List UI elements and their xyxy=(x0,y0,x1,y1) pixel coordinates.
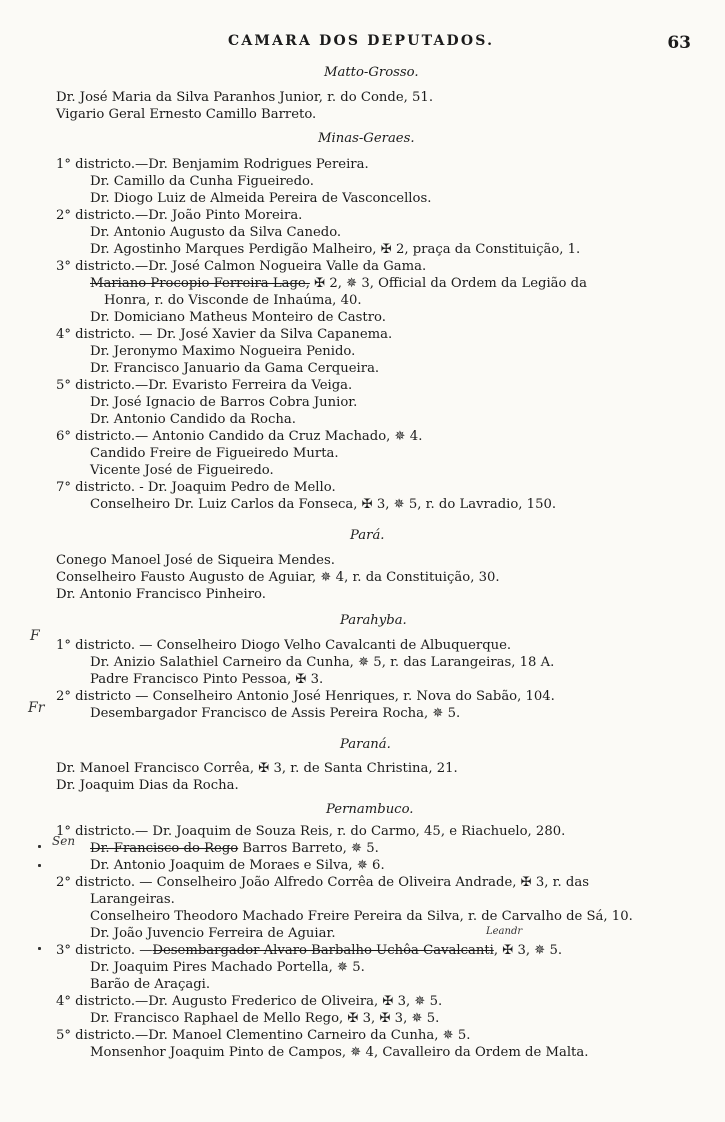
list-item: Dr. Manoel Francisco Corrêa, ✠ 3, r. de Santa Christina, 21. xyxy=(56,761,458,776)
list-item: Conselheiro Fausto Augusto de Aguiar, ✵ 4, r. da Constituição, 30. xyxy=(56,570,500,585)
list-item: Barão de Araçagi. xyxy=(90,977,211,992)
section-title-minas: Minas-Geraes. xyxy=(318,131,415,146)
list-item: 2° districto.—Dr. João Pinto Moreira. xyxy=(56,208,303,223)
margin-dot xyxy=(38,845,41,848)
page-title: CAMARA DOS DEPUTADOS. xyxy=(228,33,495,49)
list-item-tail: , ✠ 3, ✵ 5. xyxy=(493,943,563,958)
handwritten-mark: F xyxy=(30,628,40,644)
section-title-parana: Paraná. xyxy=(340,737,391,752)
list-item: Padre Francisco Pinto Pessoa, ✠ 3. xyxy=(90,672,324,687)
list-item: 2° districto — Conselheiro Antonio José Henriques, r. Nova do Sabão, 104. xyxy=(56,689,555,704)
margin-dot xyxy=(38,947,41,950)
list-item: Vigario Geral Ernesto Camillo Barreto. xyxy=(56,107,317,122)
struck-text: Mariano Procopio Ferreira Lage, xyxy=(90,276,310,291)
list-item: 5° districto.—Dr. Evaristo Ferreira da Veiga. xyxy=(56,378,353,393)
list-item-head: 3° districto. — xyxy=(56,943,153,958)
margin-dot xyxy=(38,864,41,867)
list-item: 7° districto. - Dr. Joaquim Pedro de Mello. xyxy=(56,480,336,495)
list-item: Dr. João Juvencio Ferreira de Aguiar. xyxy=(90,926,336,941)
list-item: Dr. Francisco Raphael de Mello Rego, ✠ 3, ✠ 3, ✵ 5. xyxy=(90,1011,440,1026)
list-item: Dr. Antonio Candido da Rocha. xyxy=(90,412,296,427)
list-item: 1° districto. — Conselheiro Diogo Velho Cavalcanti de Albuquerque. xyxy=(56,638,512,653)
list-item: Dr. José Maria da Silva Paranhos Junior, r. do Conde, 51. xyxy=(56,90,434,105)
list-item: 4° districto. — Dr. José Xavier da Silva Capanema. xyxy=(56,327,393,342)
list-item: Dr. Antonio Francisco Pinheiro. xyxy=(56,587,266,602)
list-item: Monsenhor Joaquim Pinto de Campos, ✵ 4, Cavalleiro da Ordem de Malta. xyxy=(90,1045,589,1060)
list-item: 1° districto.— Dr. Joaquim de Souza Reis, r. do Carmo, 45, e Riachuelo, 280. xyxy=(56,824,566,839)
section-title-matto-grosso: Matto-Grosso. xyxy=(324,65,419,80)
struck-text: Desembargador Alvaro Barbalho Uchôa Cavalcanti xyxy=(152,943,494,958)
list-item: Dr. Anizio Salathiel Carneiro da Cunha, ✵ 5, r. das Larangeiras, 18 A. xyxy=(90,655,555,670)
list-item: Dr. Antonio Joaquim de Moraes e Silva, ✵ 6. xyxy=(90,858,385,873)
list-item: Candido Freire de Figueiredo Murta. xyxy=(90,446,339,461)
list-item: 6° districto.— Antonio Candido da Cruz Machado, ✵ 4. xyxy=(56,429,423,444)
section-title-pernambuco: Pernambuco. xyxy=(326,802,414,817)
list-item xyxy=(90,275,587,292)
list-item: Dr. Antonio Augusto da Silva Canedo. xyxy=(90,225,342,240)
handwritten-mark: Leandr xyxy=(486,926,523,937)
struck-text: Dr. Francisco do Rego xyxy=(90,841,239,856)
handwritten-mark: Fr xyxy=(28,700,45,716)
list-item-tail: ✠ 2, ✵ 3, Official da Ordem da Legião da xyxy=(309,276,587,291)
list-item: Dr. Jeronymo Maximo Nogueira Penido. xyxy=(90,344,356,359)
list-item: Dr. Domiciano Matheus Monteiro de Castro. xyxy=(90,310,386,325)
list-item: Dr. Joaquim Dias da Rocha. xyxy=(56,778,239,793)
list-item: 2° districto. — Conselheiro João Alfredo Corrêa de Oliveira Andrade, ✠ 3, r. das xyxy=(56,875,589,890)
list-item: Conego Manoel José de Siqueira Mendes. xyxy=(56,553,335,568)
list-item: Dr. Diogo Luiz de Almeida Pereira de Vasconcellos. xyxy=(90,191,432,206)
list-item: Vicente José de Figueiredo. xyxy=(90,463,274,478)
list-item: 5° districto.—Dr. Manoel Clementino Carneiro da Cunha, ✵ 5. xyxy=(56,1028,471,1043)
page-number: 63 xyxy=(667,33,691,53)
list-item: Dr. José Ignacio de Barros Cobra Junior. xyxy=(90,395,358,410)
list-item xyxy=(56,942,562,959)
list-item xyxy=(90,840,379,857)
list-item: Desembargador Francisco de Assis Pereira Rocha, ✵ 5. xyxy=(90,706,461,721)
list-item: Dr. Camillo da Cunha Figueiredo. xyxy=(90,174,314,189)
page-header xyxy=(0,33,725,55)
list-item-tail: Barros Barreto, ✵ 5. xyxy=(238,841,379,856)
list-item: 4° districto.—Dr. Augusto Frederico de Oliveira, ✠ 3, ✵ 5. xyxy=(56,994,443,1009)
section-title-para: Pará. xyxy=(350,528,385,543)
list-item: Larangeiras. xyxy=(90,892,175,907)
list-item: Dr. Francisco Januario da Gama Cerqueira. xyxy=(90,361,380,376)
list-item: 1° districto.—Dr. Benjamim Rodrigues Pereira. xyxy=(56,157,369,172)
list-item: Dr. Joaquim Pires Machado Portella, ✵ 5. xyxy=(90,960,365,975)
list-item: Honra, r. do Visconde de Inhaúma, 40. xyxy=(104,293,362,308)
list-item: 3° districto.—Dr. José Calmon Nogueira Valle da Gama. xyxy=(56,259,427,274)
list-item: Conselheiro Dr. Luiz Carlos da Fonseca, ✠ 3, ✵ 5, r. do Lavradio, 150. xyxy=(90,497,557,512)
handwritten-mark: Sen xyxy=(52,834,76,848)
list-item: Dr. Agostinho Marques Perdigão Malheiro, ✠ 2, praça da Constituição, 1. xyxy=(90,242,581,257)
section-title-parahyba: Parahyba. xyxy=(340,613,407,628)
list-item: Conselheiro Theodoro Machado Freire Pereira da Silva, r. de Carvalho de Sá, 10. xyxy=(90,909,633,924)
